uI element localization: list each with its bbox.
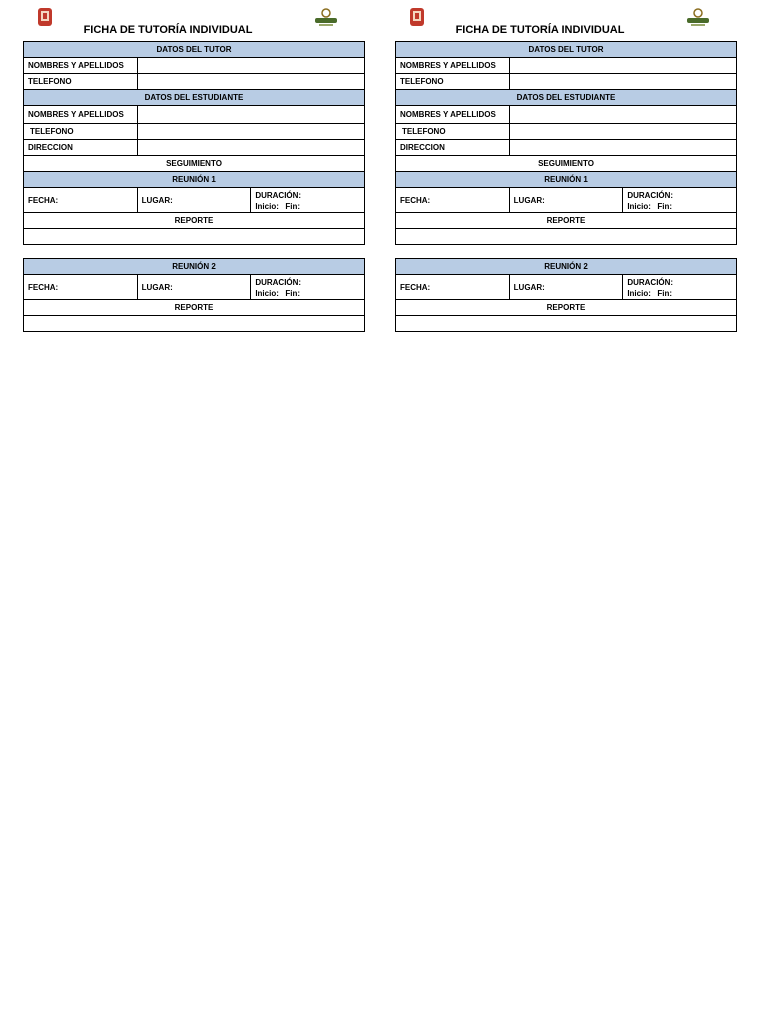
meeting-1-report-label: REPORTE [24, 213, 365, 229]
institution-emblem-icon [311, 7, 341, 27]
tutor-phone-label: TELEFONO [24, 74, 138, 90]
form-table [395, 41, 737, 245]
meeting-2-header: REUNIÓN 2 [396, 259, 737, 275]
meeting-1-header: REUNIÓN 1 [24, 172, 365, 188]
meeting-1-place[interactable]: LUGAR: [137, 188, 251, 213]
meeting-2-duration[interactable]: DURACIÓN: Inicio: Fin: [623, 275, 737, 300]
student-address-label: DIRECCION [396, 140, 510, 156]
meeting-2-date[interactable]: FECHA: [396, 275, 510, 300]
tutoring-card-right [395, 24, 737, 332]
student-phone-field[interactable] [137, 124, 364, 140]
meeting-2-report-field[interactable] [396, 316, 737, 332]
section-tutor: DATOS DEL TUTOR [24, 42, 365, 58]
student-names-field[interactable] [137, 106, 364, 124]
meeting-1-date[interactable]: FECHA: [396, 188, 510, 213]
tutor-phone-label: TELEFONO [396, 74, 510, 90]
tutor-phone-field[interactable] [509, 74, 736, 90]
student-address-field[interactable] [137, 140, 364, 156]
meeting-2-date[interactable]: FECHA: [24, 275, 138, 300]
meeting-2-place[interactable]: LUGAR: [509, 275, 623, 300]
meeting-2-duration[interactable]: DURACIÓN: Inicio: Fin: [251, 275, 365, 300]
meeting-1-date[interactable]: FECHA: [24, 188, 138, 213]
form-table [23, 41, 365, 245]
tutoring-card-left [23, 24, 365, 332]
section-followup: SEGUIMIENTO [24, 156, 365, 172]
tutor-phone-field[interactable] [137, 74, 364, 90]
student-phone-field[interactable] [509, 124, 736, 140]
meeting-1-header: REUNIÓN 1 [396, 172, 737, 188]
form-title: FICHA DE TUTORÍA INDIVIDUAL [83, 24, 253, 36]
student-phone-label: TELEFONO [396, 124, 510, 140]
student-names-label: NOMBRES Y APELLIDOS [396, 106, 510, 124]
meeting-2-report-label: REPORTE [24, 300, 365, 316]
meeting-1-duration[interactable]: DURACIÓN: Inicio: Fin: [251, 188, 365, 213]
meeting-1-duration[interactable]: DURACIÓN: Inicio: Fin: [623, 188, 737, 213]
meeting-2-report-label: REPORTE [396, 300, 737, 316]
meeting-2-table [395, 258, 737, 332]
section-followup: SEGUIMIENTO [396, 156, 737, 172]
meeting-1-report-field[interactable] [396, 229, 737, 245]
meeting-2-header: REUNIÓN 2 [24, 259, 365, 275]
tutor-names-field[interactable] [137, 58, 364, 74]
tutor-names-field[interactable] [509, 58, 736, 74]
student-address-field[interactable] [509, 140, 736, 156]
student-phone-label: TELEFONO [24, 124, 138, 140]
meeting-2-place[interactable]: LUGAR: [137, 275, 251, 300]
meeting-1-report-field[interactable] [24, 229, 365, 245]
tutor-names-label: NOMBRES Y APELLIDOS [24, 58, 138, 74]
form-title: FICHA DE TUTORÍA INDIVIDUAL [455, 24, 625, 36]
student-names-label: NOMBRES Y APELLIDOS [24, 106, 138, 124]
meeting-1-report-label: REPORTE [396, 213, 737, 229]
section-student: DATOS DEL ESTUDIANTE [24, 90, 365, 106]
tutor-names-label: NOMBRES Y APELLIDOS [396, 58, 510, 74]
meeting-1-place[interactable]: LUGAR: [509, 188, 623, 213]
meeting-2-report-field[interactable] [24, 316, 365, 332]
section-tutor: DATOS DEL TUTOR [396, 42, 737, 58]
student-names-field[interactable] [509, 106, 736, 124]
student-address-label: DIRECCION [24, 140, 138, 156]
institution-emblem-icon [683, 7, 713, 27]
meeting-2-table [23, 258, 365, 332]
section-student: DATOS DEL ESTUDIANTE [396, 90, 737, 106]
